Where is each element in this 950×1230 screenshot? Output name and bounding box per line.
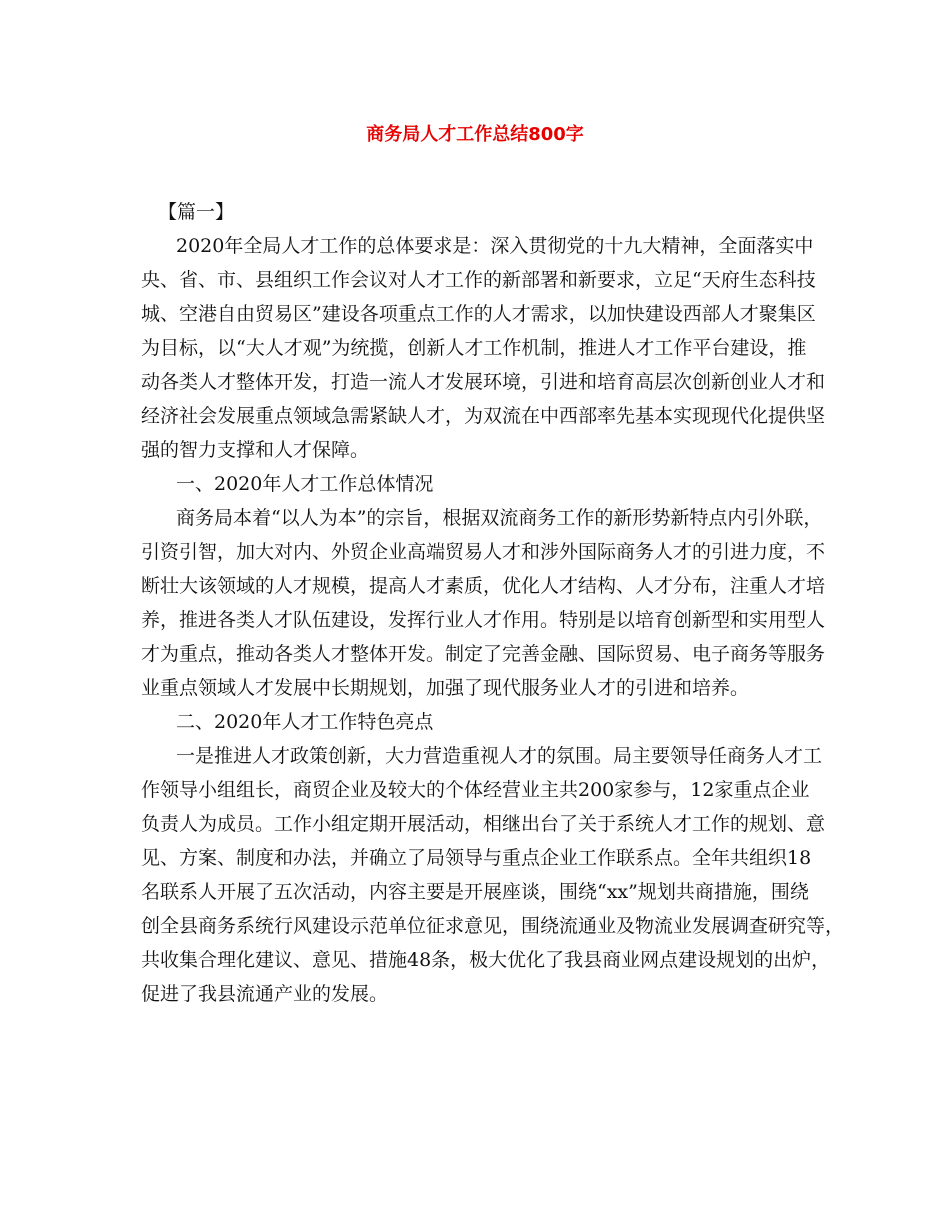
section-heading: 二、2020年人才工作特色亮点 (176, 711, 434, 733)
paragraph-line: 经济社会发展重点领域急需紧缺人才，为双流在中西部率先基本实现现代化提供坚 (141, 405, 826, 427)
paragraph-line: 创全县商务系统行风建设示范单位征求意见，围绕流通业及物流业发展调查研究等， (141, 915, 845, 937)
paragraph-line: 共收集合理化建议、意见、措施48条，极大优化了我县商业网点建设规划的出炉， (141, 949, 831, 971)
section-heading: 一、2020年人才工作总体情况 (176, 473, 434, 495)
document-title: 商务局人才工作总结800字 (366, 124, 584, 145)
part-label: 【篇一】 (158, 201, 235, 223)
paragraph-line: 为目标，以“大人才观”为统揽，创新人才工作机制，推进人才工作平台建设，推 (141, 337, 807, 359)
paragraph-line: 城、空港自由贸易区”建设各项重点工作的人才需求，以加快建设西部人才聚集区 (141, 303, 816, 325)
paragraph-line: 2020年全局人才工作的总体要求是：深入贯彻党的十九大精神，全面落实中 (176, 235, 814, 257)
paragraph-line: 央、省、市、县组织工作会议对人才工作的新部署和新要求，立足“天府生态科技 (141, 269, 816, 291)
paragraph-line: 断壮大该领域的人才规模，提高人才素质，优化人才结构、人才分布，注重人才培 (141, 575, 826, 597)
paragraph-line: 才为重点，推动各类人才整体开发。制定了完善金融、国际贸易、电子商务等服务 (141, 643, 826, 665)
paragraph-line: 名联系人开展了五次活动，内容主要是开展座谈，围绕“xx”规划共商措施，围绕 (141, 881, 809, 903)
paragraph-line: 动各类人才整体开发，打造一流人才发展环境，引进和培育高层次创新创业人才和 (141, 371, 826, 393)
paragraph-line: 见、方案、制度和办法，并确立了局领导与重点企业工作联系点。全年共组织18 (141, 847, 812, 869)
paragraph-line: 商务局本着“以人为本”的宗旨，根据双流商务工作的新形势新特点内引外联， (176, 507, 823, 529)
paragraph-line: 作领导小组组长，商贸企业及较大的个体经营业主共200家参与，12家重点企业 (141, 779, 810, 801)
paragraph-line: 业重点领域人才发展中长期规划，加强了现代服务业人才的引进和培养。 (141, 677, 750, 699)
paragraph-line: 一是推进人才政策创新，大力营造重视人才的氛围。局主要领导任商务人才工 (176, 745, 823, 767)
paragraph-line: 负责人为成员。工作小组定期开展活动，相继出台了关于系统人才工作的规划、意 (141, 813, 826, 835)
paragraph-line: 促进了我县流通产业的发展。 (141, 983, 389, 1005)
paragraph-line: 强的智力支撑和人才保障。 (141, 439, 370, 461)
paragraph-line: 养，推进各类人才队伍建设，发挥行业人才作用。特别是以培育创新型和实用型人 (141, 609, 826, 631)
paragraph-line: 引资引智，加大对内、外贸企业高端贸易人才和涉外国际商务人才的引进力度，不 (141, 541, 826, 563)
